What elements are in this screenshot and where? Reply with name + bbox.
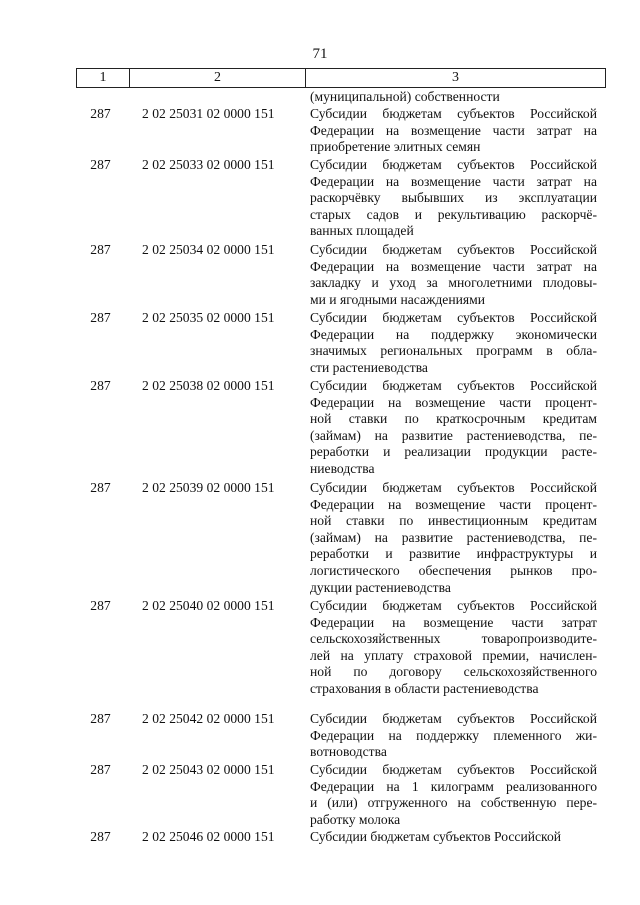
description-line: Федерации на возмещение части процент- xyxy=(310,496,597,512)
header-col-3: 3 xyxy=(452,70,459,85)
description-line: Федерации на возмещение части затрат на xyxy=(310,173,597,189)
income-description xyxy=(310,157,597,240)
continuation-text: (муниципальной) собственности xyxy=(310,89,500,104)
budget-classification-code: 2 02 25035 02 0000 151 xyxy=(142,310,275,325)
description-line: приобретение элитных семян xyxy=(310,139,481,155)
budget-classification-code: 2 02 25042 02 0000 151 xyxy=(142,711,275,726)
page-number: 71 xyxy=(312,46,328,62)
description-line: Субсидии бюджетам субъектов Российской xyxy=(310,378,597,393)
description-line: Федерации на возмещение части процент- xyxy=(310,394,597,410)
description-line: Субсидии бюджетам субъектов Российской xyxy=(310,829,562,844)
description-line: ниеводства xyxy=(310,460,375,476)
description-line: Субсидии бюджетам субъектов Российской xyxy=(310,310,597,325)
budget-classification-code: 2 02 25033 02 0000 151 xyxy=(142,157,275,172)
description-line: (займам) на развитие растениеводства, пе- xyxy=(310,529,597,545)
budget-classification-code: 2 02 25038 02 0000 151 xyxy=(142,378,275,393)
description-line: Субсидии бюджетам субъектов Российской xyxy=(310,242,597,257)
description-line: дукции растениеводства xyxy=(310,579,451,595)
budget-classification-code: 2 02 25043 02 0000 151 xyxy=(142,762,275,777)
admin-code: 287 xyxy=(90,480,111,495)
description-line: (займам) на развитие растениеводства, пе- xyxy=(310,427,597,443)
admin-code: 287 xyxy=(90,106,111,121)
description-line: старых садов и рекультивацию раскорчё- xyxy=(310,206,597,222)
admin-code: 287 xyxy=(90,242,111,257)
description-line: вотноводства xyxy=(310,744,387,760)
income-description xyxy=(310,378,597,478)
admin-code: 287 xyxy=(90,310,111,325)
description-line: лей на уплату страховой премии, начислен- xyxy=(310,647,597,663)
description-line: реработки и реализации продукции расте- xyxy=(310,444,597,460)
budget-classification-code: 2 02 25039 02 0000 151 xyxy=(142,480,275,495)
budget-classification-code: 2 02 25034 02 0000 151 xyxy=(142,242,275,257)
income-description xyxy=(310,598,597,698)
description-line: Субсидии бюджетам субъектов Российской xyxy=(310,711,597,726)
description-line: Федерации на возмещение части затрат на xyxy=(310,122,597,138)
description-line: ной по договору сельскохозяйственного xyxy=(310,664,597,680)
income-description xyxy=(310,829,597,846)
description-line: Субсидии бюджетам субъектов Российской xyxy=(310,106,597,121)
description-line: Субсидии бюджетам субъектов Российской xyxy=(310,762,597,777)
description-line: Федерации на поддержку экономически xyxy=(310,326,597,342)
income-description xyxy=(310,711,597,761)
income-description xyxy=(310,106,597,156)
header-col-1: 1 xyxy=(77,69,130,87)
description-line: Федерации на поддержку племенного жи- xyxy=(310,727,597,743)
admin-code: 287 xyxy=(90,711,111,726)
description-line: страхования в области растениеводства xyxy=(310,680,539,696)
budget-classification-code: 2 02 25031 02 0000 151 xyxy=(142,106,275,121)
table-header xyxy=(76,68,606,88)
admin-code: 287 xyxy=(90,378,111,393)
description-line: Федерации на возмещение части затрат на xyxy=(310,258,597,274)
description-line: Федерации на 1 килограмм реализованного xyxy=(310,778,597,794)
description-line: и (или) отгруженного на собственную пере- xyxy=(310,795,597,811)
income-description xyxy=(310,480,597,596)
description-line: сти растениеводства xyxy=(310,359,428,375)
description-line: Субсидии бюджетам субъектов Российской xyxy=(310,157,597,172)
header-col-2: 2 xyxy=(130,69,306,87)
description-line: закладку и уход за многолетними плодовы- xyxy=(310,275,597,291)
description-line: Федерации на возмещение части затрат xyxy=(310,614,597,630)
description-line: ми и ягодными насаждениями xyxy=(310,291,486,307)
description-line: сельскохозяйственных товаропроизводите- xyxy=(310,631,597,647)
description-line: значимых региональных программ в обла- xyxy=(310,343,597,359)
admin-code: 287 xyxy=(90,157,111,172)
admin-code: 287 xyxy=(90,598,111,613)
income-description xyxy=(310,310,597,376)
description-line: раскорчёвку выбывших из эксплуатации xyxy=(310,190,597,206)
admin-code: 287 xyxy=(90,762,111,777)
description-line: ной ставки по инвестиционным кредитам xyxy=(310,513,597,529)
income-description xyxy=(310,242,597,308)
description-line: Субсидии бюджетам субъектов Российской xyxy=(310,598,597,613)
description-line: Субсидии бюджетам субъектов Российской xyxy=(310,480,597,495)
admin-code: 287 xyxy=(90,829,111,844)
description-line: работку молока xyxy=(310,811,401,827)
budget-classification-code: 2 02 25046 02 0000 151 xyxy=(142,829,275,844)
income-description xyxy=(310,762,597,828)
budget-classification-code: 2 02 25040 02 0000 151 xyxy=(142,598,275,613)
description-line: ной ставки по краткосрочным кредитам xyxy=(310,411,597,427)
description-line: логистического обеспечения рынков про- xyxy=(310,562,597,578)
description-line: реработки и развитие инфраструктуры и xyxy=(310,546,597,562)
description-line: ванных площадей xyxy=(310,223,414,239)
